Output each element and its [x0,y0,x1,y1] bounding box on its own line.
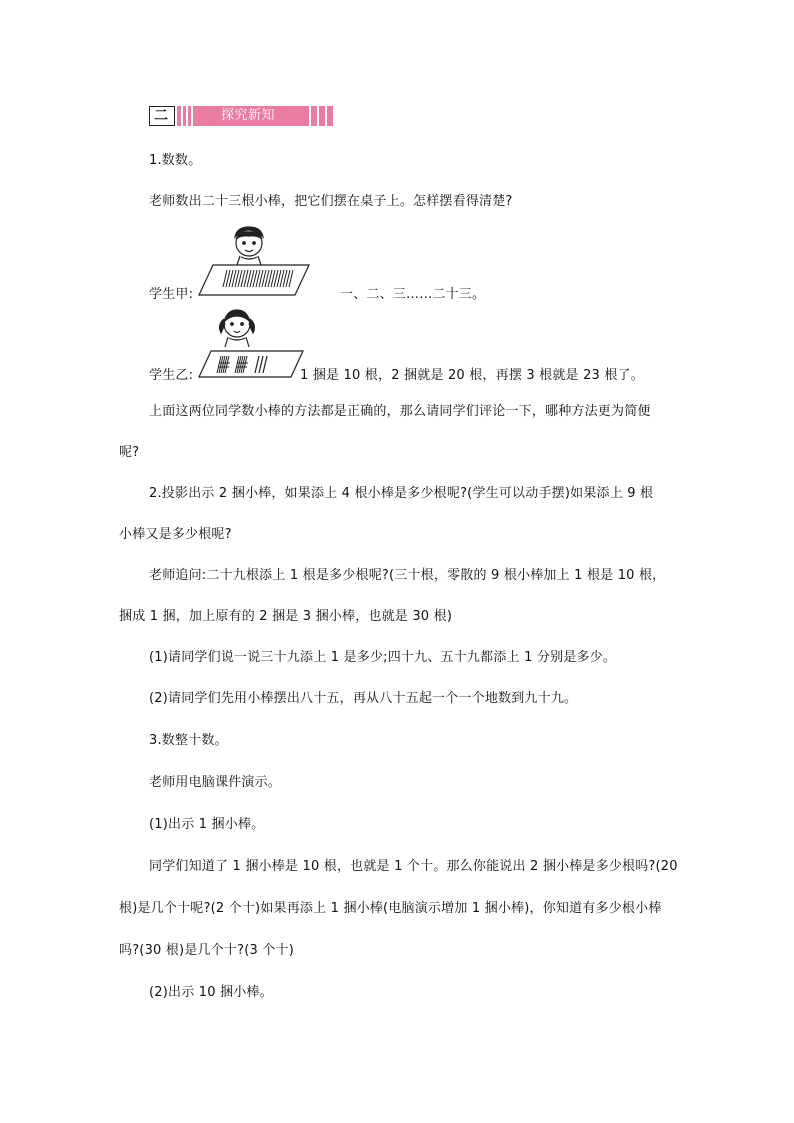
student-a-count-text: 一、二、三……二十三。 [340,287,486,302]
student-a-label: 学生甲: [149,287,194,302]
girl-icon [220,310,255,347]
desk-shape [199,351,303,377]
paragraph-11-line-1: 同学们知道了 1 捆小棒是 10 根，也就是 1 个十。那么你能说出 2 捆小棒是多少根吗?(20 [149,859,678,874]
paragraph-10: (1)出示 1 捆小棒。 [149,817,265,832]
stripe-decoration [325,106,327,126]
paragraph-6: (1)请同学们说一说三十九添上 1 是多少;四十九、五十九都添上 1 分别是多少。 [149,650,617,665]
boy-icon [235,227,263,265]
paragraph-8: 3.数整十数。 [149,733,228,748]
stripe-decoration [186,106,188,126]
paragraph-3-line-1: 上面这两位同学数小棒的方法都是正确的，那么请同学们评论一下，哪种方法更为简便 [149,404,651,419]
stripe-decoration [317,106,319,126]
paragraph-9: 老师用电脑课件演示。 [149,775,282,790]
section-title-bar [177,106,333,126]
paragraph-2: 老师数出二十三根小棒，把它们摆在桌子上。怎样摆看得清楚? [149,194,513,209]
paragraph-5-line-1: 老师追问:二十九根添上 1 根是多少根呢?(三十根，零散的 9 根小棒加上 1 根是 10 根， [149,568,666,583]
paragraph-4-line-2: 小棒又是多少根呢? [119,527,232,542]
student-b-explanation: 1 捆是 10 根，2 捆就是 20 根，再摆 3 根就是 23 根了。 [300,368,644,383]
paragraph-4-line-1: 2.投影出示 2 捆小棒，如果添上 4 根小棒是多少根呢?(学生可以动手摆)如果添上 9 根 [149,486,654,501]
paragraph-12: (2)出示 10 捆小棒。 [149,985,273,1000]
section-number: 二 [154,108,168,124]
section-header [149,106,333,126]
section-title: 探究新知 [221,108,276,123]
desk-shape [199,265,309,295]
paragraph-11-line-3: 吗?(30 根)是几个十?(3 个十) [119,943,294,958]
student-b-label: 学生乙: [149,368,194,383]
paragraph-3-line-2: 呢? [119,445,140,460]
stripe-decoration [309,106,311,126]
boy-with-loose-sticks-illustration [197,225,312,297]
paragraph-5-line-2: 捆成 1 捆，加上原有的 2 捆是 3 捆小棒，也就是 30 根) [119,609,453,624]
section-number-box [149,106,175,126]
paragraph-1: 1.数数。 [149,153,202,168]
paragraph-7: (2)请同学们先用小棒摆出八十五，再从八十五起一个一个地数到九十九。 [149,691,578,706]
stripe-decoration [181,106,183,126]
girl-with-bundled-sticks-illustration [197,307,305,379]
paragraph-11-line-2: 根)是几个十呢?(2 个十)如果再添上 1 捆小棒(电脑演示增加 1 捆小棒)，你知道有多少根小棒 [119,901,662,916]
stripe-decoration [191,106,193,126]
